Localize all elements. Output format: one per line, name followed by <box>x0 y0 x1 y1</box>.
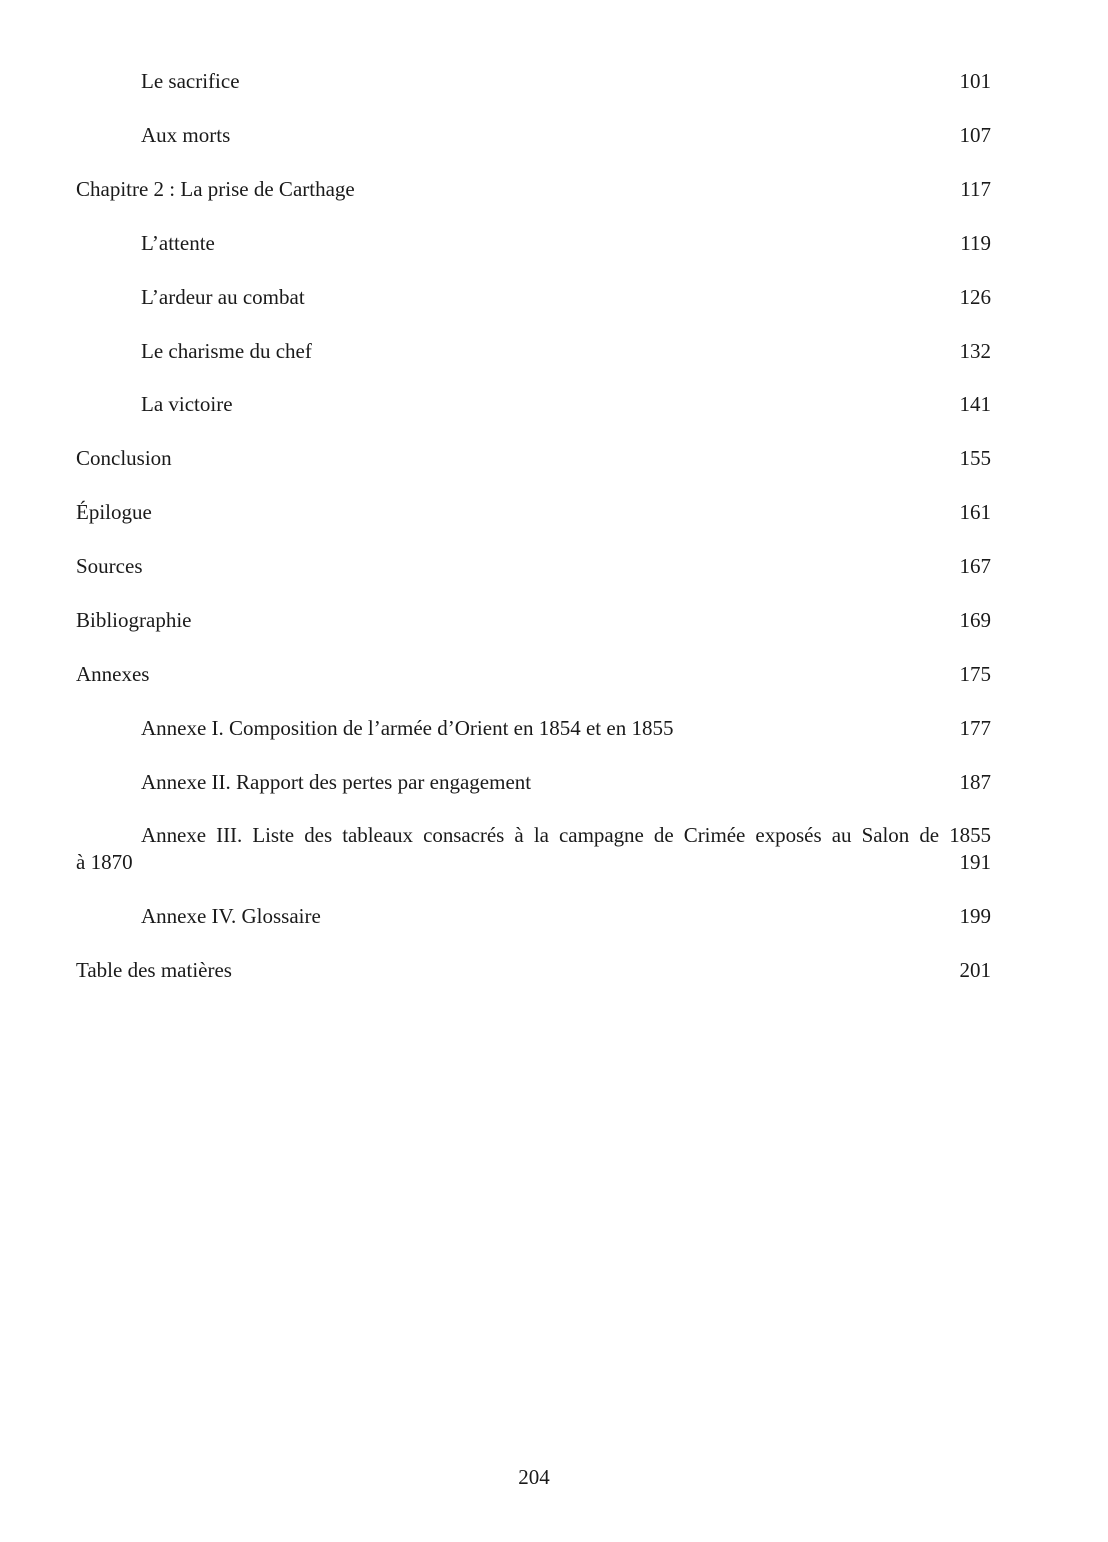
toc-entry-title: L’ardeur au combat <box>141 285 305 309</box>
toc-entry-title: Aux morts <box>141 123 231 147</box>
toc-entry-title: Chapitre 2 : La prise de Carthage <box>76 177 355 201</box>
toc-entry-page: 191 <box>959 850 991 874</box>
toc-entry-page: 187 <box>959 770 991 794</box>
toc-entry-annexe-3 <box>76 822 991 876</box>
toc-entry-page: 175 <box>959 662 991 686</box>
toc-entry-page: 199 <box>959 904 991 928</box>
toc-entry-page: 167 <box>959 554 991 578</box>
toc-entry-le-charisme-du-chef <box>76 338 991 365</box>
toc-entry-title-continuation: à 1870 <box>76 850 133 874</box>
toc-entry-title: Le sacrifice <box>141 69 240 93</box>
toc-entry-title: Annexe I. Composition de l’armée d’Orient en 1854 et en 1855 <box>141 716 674 740</box>
toc-entry-page: 141 <box>959 392 991 416</box>
toc-entry-title: Sources <box>76 554 143 578</box>
toc-entry-page: 155 <box>959 446 991 470</box>
toc-entry-table-des-matieres <box>76 957 991 984</box>
toc-entry-title: Épilogue <box>76 500 152 524</box>
toc-entry-page: 107 <box>959 123 991 147</box>
toc-entry-title: Table des matières <box>76 958 232 982</box>
toc-entry-title: Conclusion <box>76 446 172 470</box>
toc-entry-page: 117 <box>960 177 991 201</box>
page-number: 204 <box>518 1465 550 1489</box>
toc-entry-epilogue <box>76 499 991 526</box>
toc-entry-bibliographie <box>76 607 991 634</box>
toc-entry-page: 132 <box>959 339 991 363</box>
toc-entry-page: 161 <box>959 500 991 524</box>
toc-entry-title: Bibliographie <box>76 608 192 632</box>
toc-entry-l-attente <box>76 230 991 257</box>
toc-entry-page: 177 <box>959 716 991 740</box>
toc-entry-la-victoire <box>76 391 991 418</box>
toc-entry-chapitre-2 <box>76 176 991 203</box>
toc-entry-aux-morts <box>76 122 991 149</box>
toc-entry-annexe-4 <box>76 903 991 930</box>
toc-entry-title: Annexe IV. Glossaire <box>141 904 321 928</box>
toc-entry-title: Le charisme du chef <box>141 339 312 363</box>
toc-entry-sources <box>76 553 991 580</box>
toc-entry-le-sacrifice <box>76 68 991 95</box>
toc-entry-annexe-1 <box>76 715 991 742</box>
toc-entry-page: 169 <box>959 608 991 632</box>
toc-entry-l-ardeur-au-combat <box>76 284 991 311</box>
toc-entry-title: La victoire <box>141 392 233 416</box>
toc-entry-page: 119 <box>960 231 991 255</box>
toc-entry-page: 201 <box>959 958 991 982</box>
toc-entry-conclusion <box>76 445 991 472</box>
toc-entry-page: 101 <box>959 69 991 93</box>
toc-entry-annexe-2 <box>76 769 991 796</box>
toc-entry-title: L’attente <box>141 231 215 255</box>
toc-entry-title: Annexes <box>76 662 150 686</box>
toc-entry-title: Annexe II. Rapport des pertes par engagement <box>141 770 532 794</box>
toc-entry-title: Annexe III. Liste des tableaux consacrés à la campagne de Crimée exposés au Salon de 1855 <box>141 823 991 847</box>
toc-entry-page: 126 <box>959 285 991 309</box>
toc-entry-annexes <box>76 661 991 688</box>
